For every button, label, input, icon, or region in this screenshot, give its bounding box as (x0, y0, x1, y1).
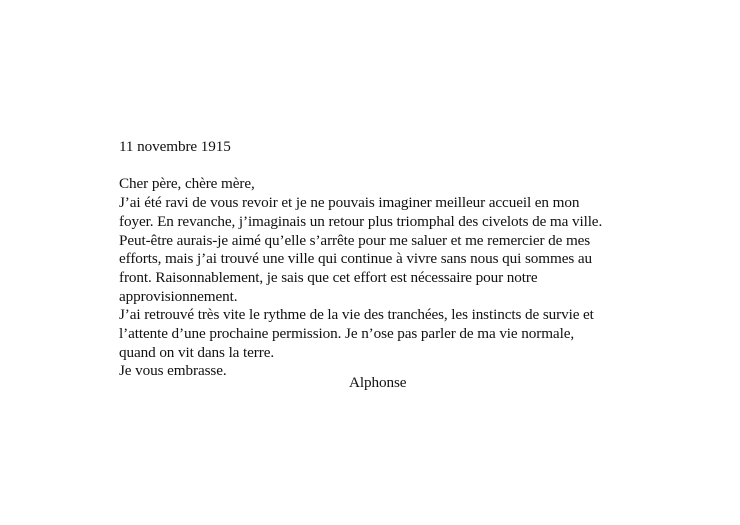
letter-signature: Alphonse (349, 374, 407, 391)
paragraph-gap (119, 157, 639, 176)
letter-line: quand on vit dans la terre. (119, 343, 275, 361)
letter-date: 11 novembre 1915 (119, 138, 231, 155)
letter-line: J’ai retrouvé très vite le rythme de la vie des tranchées, les instincts de survie et (119, 306, 594, 324)
letter-line: J’ai été ravi de vous revoir et je ne pouvais imaginer meilleur accueil en mon (119, 194, 580, 212)
letter-line: Peut-être aurais-je aimé qu’elle s’arrête pour me saluer et me remercier de mes (119, 231, 591, 249)
letter-salutation: Cher père, chère mère, (119, 175, 255, 193)
letter-body (119, 138, 639, 391)
letter-line: front. Raisonnablement, je sais que cet effort est nécessaire pour notre (119, 268, 538, 286)
letter-line: foyer. En revanche, j’imaginais un retour plus triomphal des civelots de ma ville. (119, 212, 603, 230)
letter-line: efforts, mais j’ai trouvé une ville qui continue à vivre sans nous qui sommes au (119, 250, 592, 268)
letter-closing: Je vous embrasse. (119, 362, 227, 380)
letter-line: l’attente d’une prochaine permission. Je n’ose pas parler de ma vie normale, (119, 325, 575, 343)
letter-line: approvisionnement. (119, 287, 238, 305)
